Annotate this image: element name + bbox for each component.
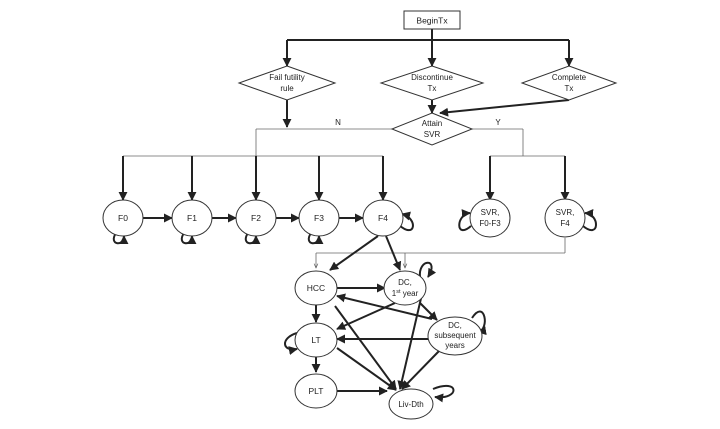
branch-label-yes: Y [495,118,501,127]
branch-label-no: N [335,118,341,127]
state-dc-subsequent-label-line3: years [445,341,465,350]
state-dc-first-year-label-line2: 1st year [391,289,419,298]
state-f4-label: F4 [378,213,388,223]
state-f2-label: F2 [251,213,261,223]
discontinue-tx-label-line1: Discontinue [411,73,453,82]
complete-tx-label-line1: Complete [551,73,587,82]
discontinue-tx-decision [381,66,483,100]
state-liver-death-label: Liv-Dth [398,400,424,409]
state-svr-f4-label-line2: F4 [560,219,570,228]
state-plt-label: PLT [308,386,324,396]
state-dc-subsequent-label-line1: DC, [448,321,462,330]
self-loop-arrows [114,213,596,397]
discontinue-tx-label-line2: Tx [427,84,437,93]
state-f3-label: F3 [314,213,324,223]
fail-futility-label-line2: rule [280,84,294,93]
complete-tx-decision [522,66,616,100]
attain-svr-label-line2: SVR [423,130,441,139]
complete-tx-label-line2: Tx [564,84,574,93]
state-svr-f0-f3-label-line2: F0-F3 [479,219,501,228]
fail-futility-label-line1: Fail futility [269,73,305,82]
state-lt-label: LT [311,335,321,345]
attain-svr-label-line1: Attain [421,119,443,128]
fail-futility-decision [239,66,335,100]
treatment-tree-connectors [123,29,569,156]
state-svr-f0-f3-label-line1: SVR, [480,208,500,217]
fibrosis-entry-arrows [123,156,565,200]
state-dc-subsequent-label-line2: subsequent [434,331,476,340]
begin-tx-label: BeginTx [416,15,448,26]
attain-svr-decision [392,113,472,145]
state-hcc-label: HCC [306,283,326,293]
state-svr-f0-f3 [470,199,510,237]
state-f1-label: F1 [187,213,197,223]
state-dc-first-year-label-line1: DC, [398,278,412,287]
state-svr-f4-label-line1: SVR, [555,208,575,217]
state-f0-label: F0 [118,213,128,223]
state-dc-first-year [384,271,426,305]
state-svr-f4 [545,199,585,237]
